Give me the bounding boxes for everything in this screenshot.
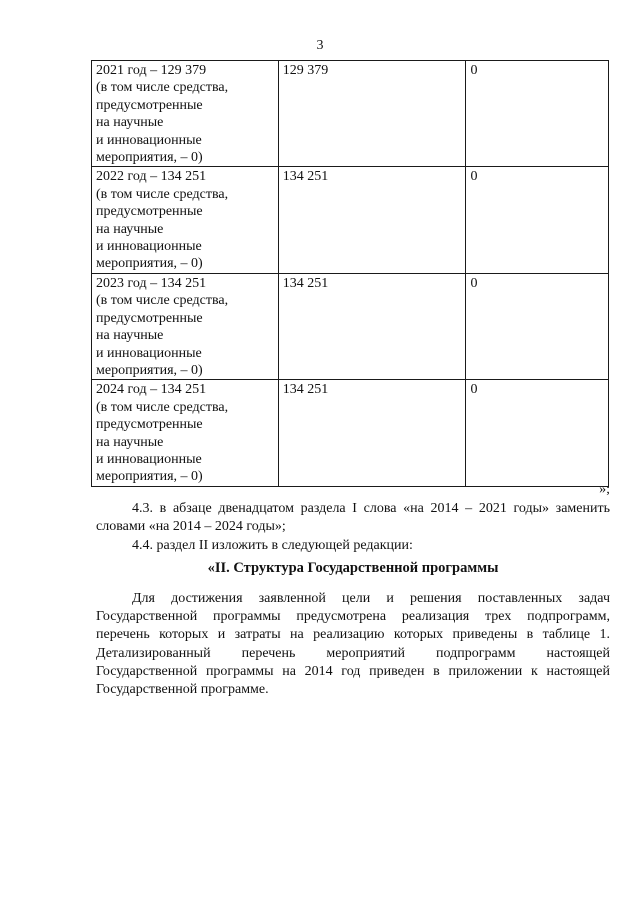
- year-cell-line: и инновационные: [96, 132, 202, 148]
- year-cell-line: на научные: [96, 434, 164, 450]
- paragraph-line: Государственной программы на 2014 год приведен в приложении к настоящей: [96, 663, 610, 679]
- page-number: 3: [316, 38, 324, 53]
- year-cell: [92, 61, 279, 167]
- year-cell-line: мероприятия, – 0): [96, 150, 203, 166]
- extra-cell: 0: [466, 61, 609, 167]
- amendment-4-3: [96, 500, 610, 536]
- amendment-4-4: 4.4. раздел II изложить в следующей редакции:: [132, 538, 413, 553]
- paragraph-line: Для достижения заявленной цели и решения поставленных задач: [132, 591, 610, 606]
- paragraph-line: перечень которых и затраты на реализацию которых приведены в таблице 1.: [96, 627, 610, 643]
- year-cell-line: мероприятия, – 0): [96, 362, 203, 378]
- year-cell-line: (в том числе средства,: [96, 293, 229, 309]
- value-cell: 134 251: [278, 380, 466, 486]
- year-cell-line: предусмотренные: [96, 310, 203, 326]
- table-row: [92, 273, 609, 379]
- year-cell-line: 2024 год – 134 251: [96, 382, 207, 398]
- year-cell: [92, 273, 279, 379]
- year-cell-line: мероприятия, – 0): [96, 469, 203, 485]
- amendment-4-3-line: словами «на 2014 – 2024 годы»;: [96, 519, 286, 534]
- paragraph-line: Государственной программе.: [96, 682, 269, 698]
- year-cell-line: и инновационные: [96, 345, 202, 361]
- financing-table: [91, 60, 609, 487]
- table-closing-quote: »;: [599, 482, 610, 497]
- year-cell-line: 2022 год – 134 251: [96, 169, 207, 185]
- section-paragraph: [96, 590, 610, 699]
- year-cell-line: предусмотренные: [96, 97, 203, 113]
- year-cell-line: (в том числе средства,: [96, 399, 229, 415]
- year-cell-line: и инновационные: [96, 451, 202, 467]
- table-row: [92, 167, 609, 273]
- value-cell: 134 251: [278, 167, 466, 273]
- year-cell-line: мероприятия, – 0): [96, 256, 203, 272]
- value-cell: 134 251: [278, 273, 466, 379]
- year-cell: [92, 167, 279, 273]
- year-cell-line: предусмотренные: [96, 417, 203, 433]
- year-cell: [92, 380, 279, 486]
- extra-cell: 0: [466, 380, 609, 486]
- amendment-4-3-line: 4.3. в абзаце двенадцатом раздела I слова «на 2014 – 2021 годы» заменить: [132, 501, 610, 516]
- table-row: [92, 380, 609, 486]
- extra-cell: 0: [466, 167, 609, 273]
- year-cell-line: на научные: [96, 221, 164, 237]
- year-cell-line: предусмотренные: [96, 204, 203, 220]
- extra-cell: 0: [466, 273, 609, 379]
- paragraph-line: Государственной программы предусмотрена реализация трех подпрограмм,: [96, 609, 610, 625]
- paragraph-line: Детализированный перечень мероприятий подпрограмм настоящей: [96, 645, 610, 661]
- year-cell-line: 2021 год – 129 379: [96, 63, 207, 78]
- year-cell-line: на научные: [96, 115, 164, 131]
- section-heading: «II. Структура Государственной программы: [207, 560, 499, 576]
- table-row: [92, 61, 609, 167]
- year-cell-line: (в том числе средства,: [96, 80, 229, 96]
- year-cell-line: 2023 год – 134 251: [96, 275, 207, 291]
- year-cell-line: на научные: [96, 328, 164, 344]
- value-cell: 129 379: [278, 61, 466, 167]
- year-cell-line: (в том числе средства,: [96, 186, 229, 202]
- year-cell-line: и инновационные: [96, 239, 202, 255]
